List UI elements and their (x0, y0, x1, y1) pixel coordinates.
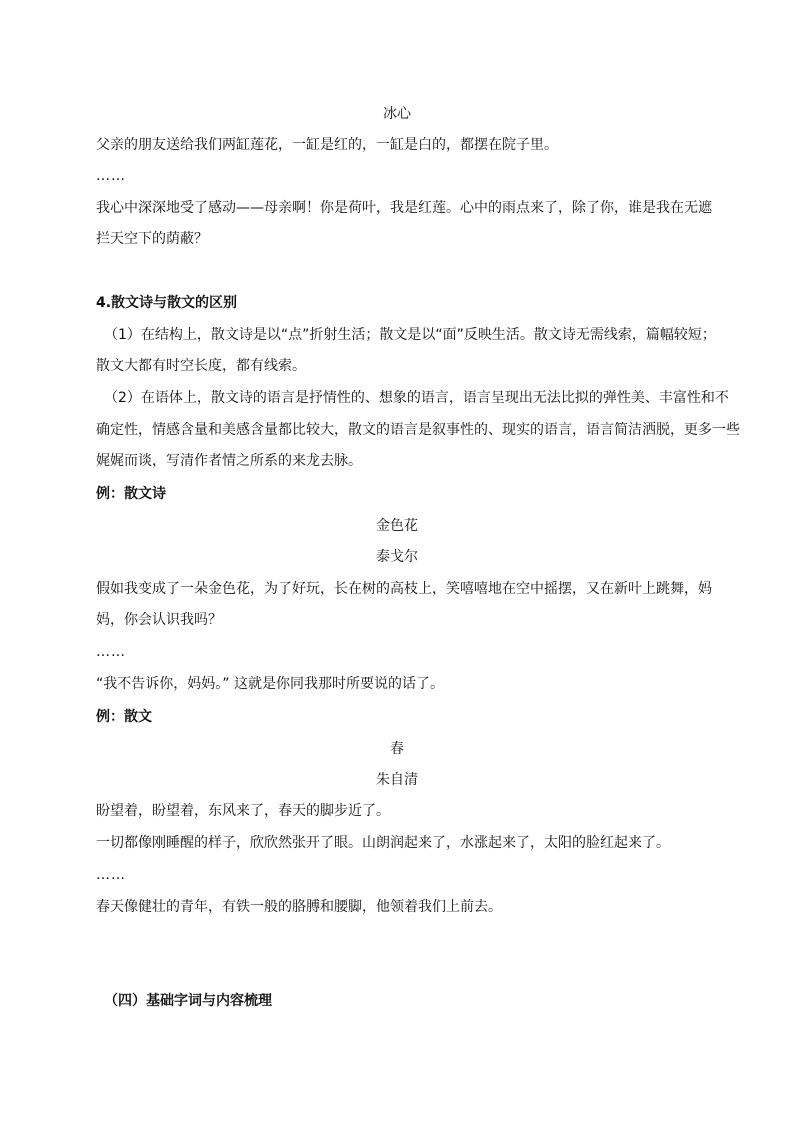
essay-title: 春 (390, 741, 404, 757)
paragraph: 一切都像刚睡醒的样子，欣欣然张开了眼。山朗润起来了，水涨起来了，太阳的脸红起来了。 (96, 835, 670, 851)
paragraph-line: 散文大都有时空长度，都有线索。 (96, 358, 306, 374)
example-label: 例：散文诗 (96, 486, 166, 502)
section-heading: 4.散文诗与散文的区别 (96, 295, 238, 311)
paragraph-line: 妈，你会认识我吗？ (96, 612, 222, 628)
ellipsis: …… (96, 644, 126, 660)
poem-author: 泰戈尔 (376, 549, 418, 565)
paragraph-line: 假如我变成了一朵金色花，为了好玩，长在树的高枝上，笑嘻嘻地在空中摇摆，又在新叶上跳舞，妈 (96, 581, 712, 597)
paragraph-line: （2）在语体上，散文诗的语言是抒情性的、想象的语言，语言呈现出无法比拟的弹性美、丰富性和不 (104, 390, 729, 406)
ellipsis: …… (96, 867, 126, 883)
paragraph-line: 娓娓而谈，写清作者情之所系的来龙去脉。 (96, 453, 362, 469)
section-heading: （四）基础字词与内容梳理 (104, 993, 272, 1009)
paragraph: 盼望着，盼望着，东风来了，春天的脚步近了。 (96, 803, 390, 819)
paragraph: “我不告诉你，妈妈。” 这就是你同我那时所要说的话了。 (96, 676, 444, 692)
poem-title: 金色花 (376, 518, 418, 534)
example-label: 例：散文 (96, 709, 152, 725)
paragraph: 父亲的朋友送给我们两缸莲花，一缸是红的，一缸是白的，都摆在院子里。 (96, 137, 558, 153)
paragraph-line: 确定性，情感含量和美感含量都比较大，散文的语言是叙事性的、现实的语言，语言简洁洒脱，更多一些 (96, 422, 740, 438)
paragraph-line: 拦天空下的荫蔽？ (96, 231, 208, 247)
essay-author: 朱自清 (376, 772, 418, 788)
ellipsis: …… (96, 168, 126, 184)
paragraph-line: 我心中深深地受了感动——母亲啊！你是荷叶，我是红莲。心中的雨点来了，除了你，谁是我在无遮 (96, 200, 712, 216)
paragraph-line: （1）在结构上，散文诗是以“点”折射生活；散文是以“面”反映生活。散文诗无需线索，篇幅较短； (104, 327, 716, 343)
paragraph: 春天像健壮的青年，有铁一般的胳膊和腰脚，他领着我们上前去。 (96, 899, 502, 915)
poem-author-bingxin: 冰心 (383, 106, 411, 122)
